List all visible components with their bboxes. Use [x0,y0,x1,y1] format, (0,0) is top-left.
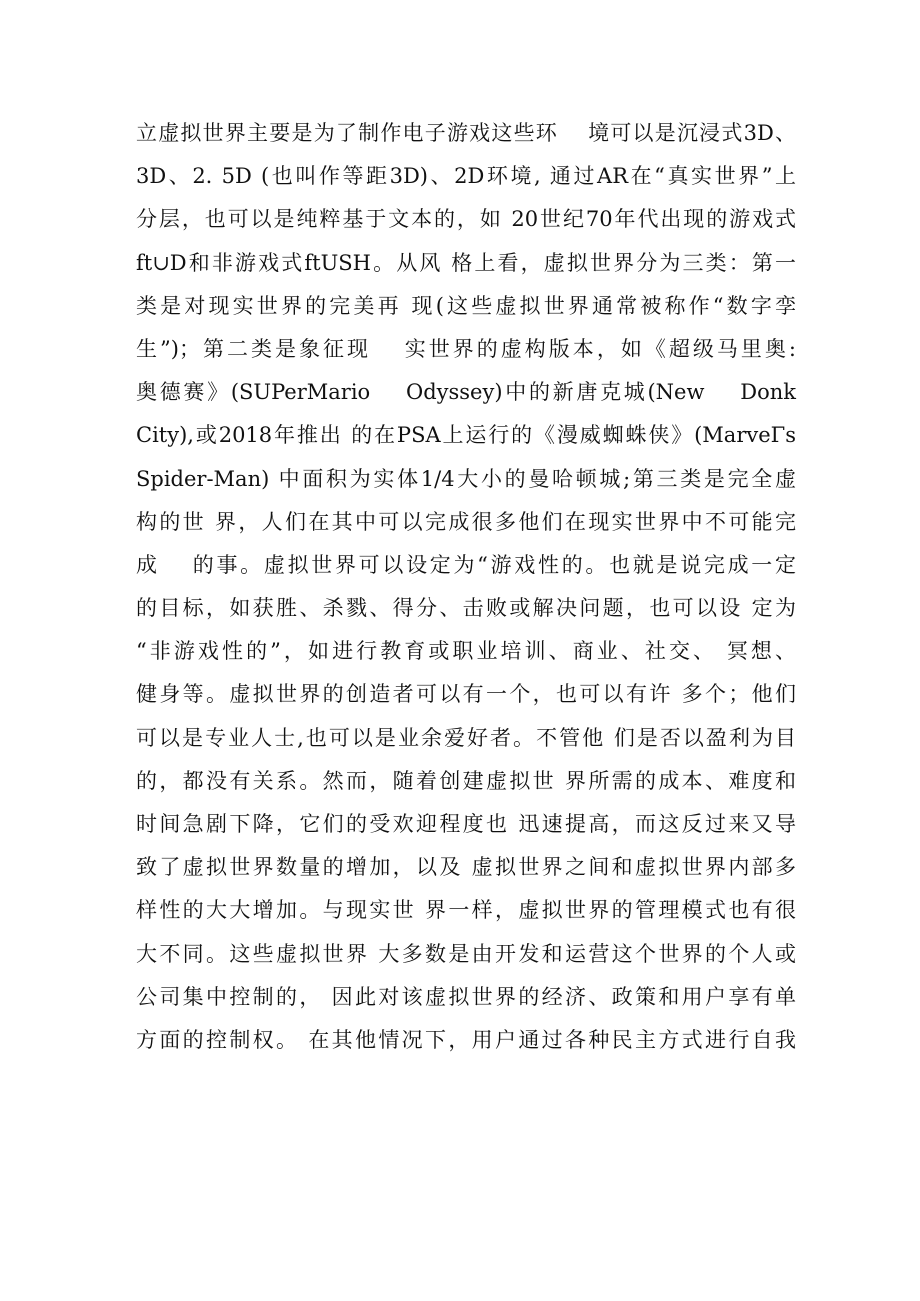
text-line: 可以是专业人士,也可以是业余爱好者。不管他 们是否以盈利为目 [136,725,796,750]
text-line: 奥德赛》(SUPerMario Odyssey)中的新唐克城(New Donk [136,380,796,405]
text-line: 致了虚拟世界数量的增加，以及 虚拟世界之间和虚拟世界内部多 [136,855,796,880]
text-line: 立虚拟世界主要是为了制作电子游戏这些环 境可以是沉浸式3D、 [136,121,796,145]
text-line: ft∪D和非游戏式ftUSH。从风 格上看，虚拟世界分为三类：第一 [136,250,796,275]
text-line: 成 的事。虚拟世界可以设定为“游戏性的。也就是说完成一定 [136,552,796,577]
text-line: 公司集中控制的， 因此对该虚拟世界的经济、政策和用户享有单 [136,984,796,1009]
text-line: 大不同。这些虚拟世界 大多数是由开发和运营这个世界的个人或 [136,941,796,966]
text-line: 的，都没有关系。然而，随着创建虚拟世 界所需的成本、难度和 [136,768,796,793]
body-text [136,112,796,1062]
text-line: 方面的控制权。 在其他情况下，用户通过各种民主方式进行自我 [136,1027,796,1052]
text-line: 分层，也可以是纯粹基于文本的，如 20世纪70年代出现的游戏式 [136,207,796,232]
text-line: 健身等。虚拟世界的创造者可以有一个，也可以有许 多个；他们 [136,682,796,707]
text-line: 时间急剧下降，它们的受欢迎程度也 迅速提高，而这反过来又导 [136,812,796,836]
text-line: 类是对现实世界的完美再 现(这些虚拟世界通常被称作“数字孪 [136,293,796,318]
text-line: 的目标，如获胜、杀戮、得分、击败或解决问题，也可以设 定为 [136,596,796,621]
text-line: “非游戏性的”，如进行教育或职业培训、商业、社交、 冥想、 [136,639,796,664]
text-line: 样性的大大增加。与现实世 界一样，虚拟世界的管理模式也有很 [136,898,796,923]
text-line: 生”)；第二类是象征现 实世界的虚构版本，如《超级马里奥: [136,336,796,361]
text-line: 3D、2. 5D (也叫作等距3D)、2D环境, 通过AR在“真实世界”上 [136,164,796,189]
text-line: 构的世 界，人们在其中可以完成很多他们在现实世界中不可能完 [136,509,796,534]
text-line: City),或2018年推出 的在PSA上运行的《漫威蜘蛛侠》(MarveΓs [136,423,796,448]
text-line: Spider-Man) 中面积为实体1/4大小的曼哈顿城;第三类是完全虚 [136,466,796,491]
